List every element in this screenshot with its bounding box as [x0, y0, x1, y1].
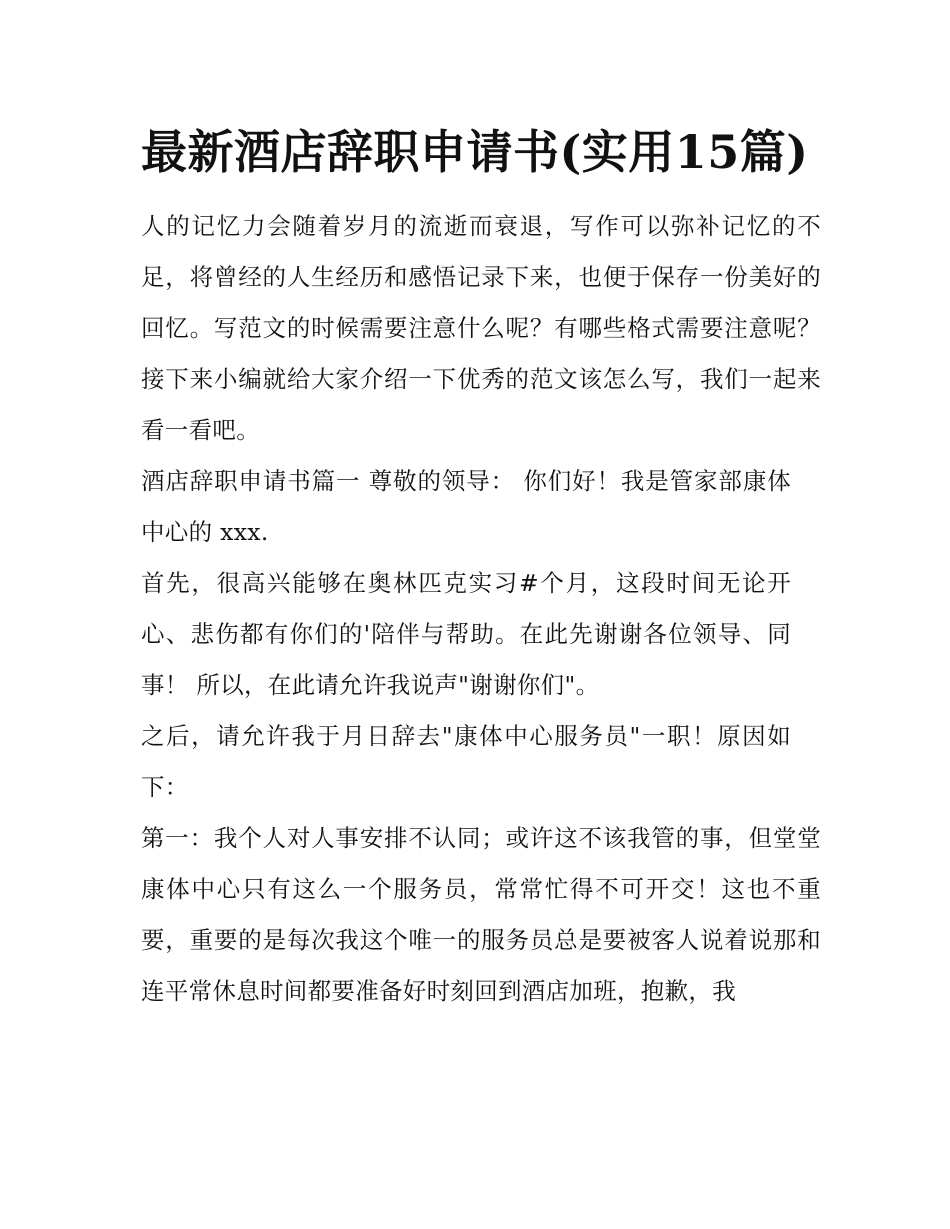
reason-paragraph: 第一：我个人对人事安排不认同；或许这不该我管的事，但堂堂康体中心只有这么一个服务员，常常忙得不可开交！这也不重要，重要的是每次我这个唯一的服务员总是要被客人说着说那和连平常休息时间都要准备好时刻回到酒店加班，抱歉，我 — [141, 824, 821, 1005]
resignation-paragraph: 之后，请允许我于月日辞去"康体中心服务员"一职！原因如下： — [141, 722, 791, 801]
intro-paragraph: 人的记忆力会随着岁月的流逝而衰退，写作可以弥补记忆的不足，将曾经的人生经历和感悟记录下来，也便于保存一份美好的回忆。写范文的时候需要注意什么呢？有哪些格式需要注意呢？接下来小编就给大家介绍一下优秀的范文该怎么写，我们一起来看一看吧。 — [141, 212, 821, 444]
document-title: 最新酒店辞职申请书(实用15篇) — [141, 125, 809, 179]
thanks-paragraph: 首先，很高兴能够在奥林匹克实习#个月，这段时间无论开心、悲伤都有你们的'陪伴与帮助。在此先谢谢各位领导、同事！ 所以，在此请允许我说声"谢谢你们"。 — [141, 569, 791, 699]
document-body — [141, 112, 821, 1017]
greeting-paragraph: 酒店辞职申请书篇一 尊敬的领导： 你们好！我是管家部康体中心的 xxx. — [141, 467, 791, 546]
